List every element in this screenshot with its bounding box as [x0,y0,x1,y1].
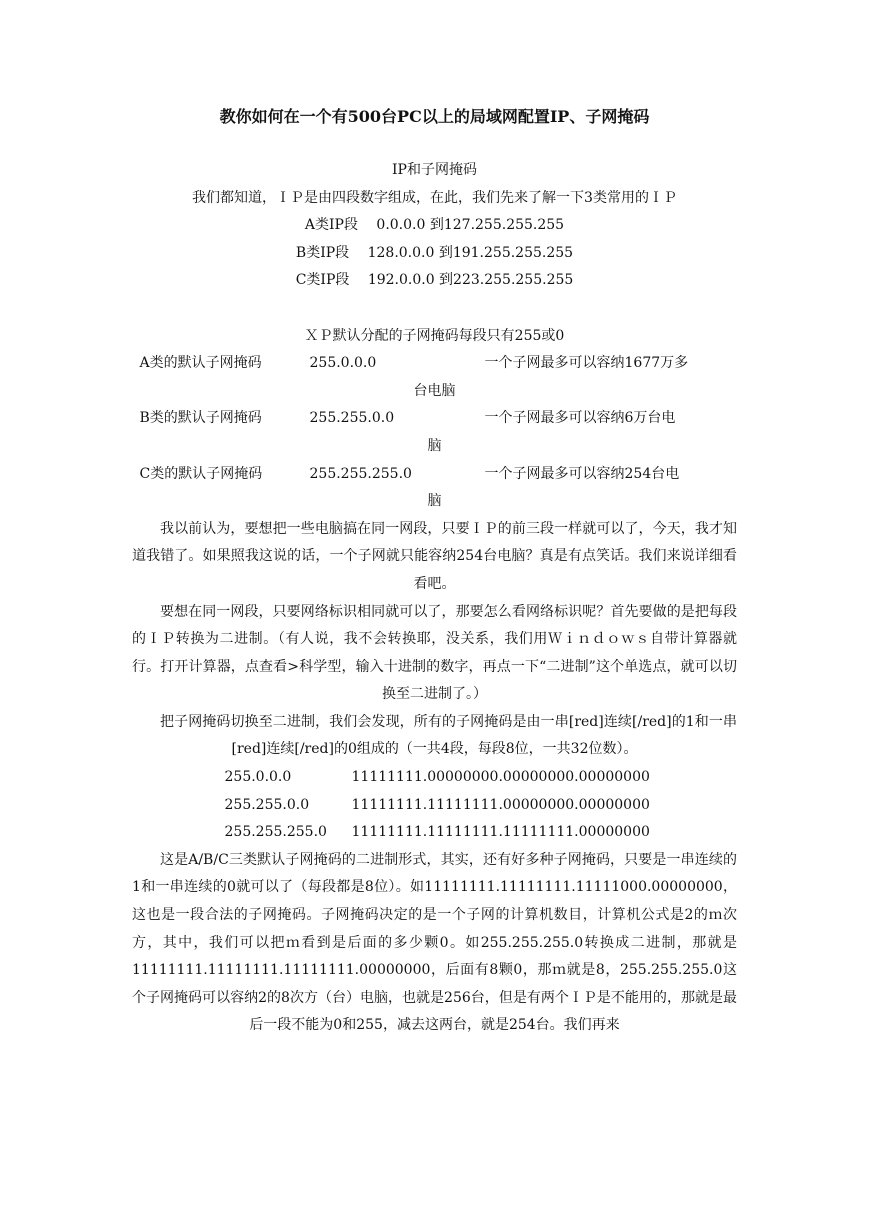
mask-value: 255.0.0.0 [309,355,377,372]
mask-row-b-tail: 脑 [427,437,442,454]
mask-value: 255.255.0.0 [309,410,395,427]
document-body [132,157,737,1040]
ip-class-b: B类IP段 128.0.0.0 到191.255.255.255 [295,244,574,261]
ip-class-c: C类IP段 192.0.0.0 到223.255.255.255 [295,272,574,289]
binary-value: 11111111.11111111.11111111.00000000 [351,824,650,841]
binary-value: 11111111.00000000.00000000.00000000 [351,769,650,786]
section-heading-ip: IP和子网掩码 [392,162,477,178]
mask-row-c [132,461,737,489]
paragraph-4: 这是A/B/C三类默认子网掩码的二进制形式，其实，还有好多种子网掩码，只要是一串连续的1和一串连续的0就可以了（每段都是8位）。如11111111.11111111.11111000.00000000，这也是一段合法的子网掩码。子网掩码决定的是一个子网的计算机数目，计算机公式是2的ｍ次方，其中，我们可以把ｍ看到是后面的多少颗0。如255.255.255.0转换成二进制，那就是11111111.11111111.11111111.00000000，后面有8颗0，那ｍ就是8，255.255.255.0这个子网掩码可以容纳2的8次方（台）电脑，也就是256台，但是有两个ＩＰ是不能用的，那就是最后一段不能为0和255，减去这两台，就是254台。我们再来 [132,851,737,1034]
ip-class-a: A类IP段 0.0.0.0 到127.255.255.255 [304,217,565,234]
binary-row [132,764,737,792]
section-heading-mask: ＸＰ默认分配的子网掩码每段只有255或0 [304,327,565,344]
binary-row [132,792,737,820]
mask-desc: 一个子网最多可以容纳6万台电 [484,410,676,427]
mask-value: 255.255.255.0 [309,465,412,482]
binary-mask: 255.255.255.0 [224,824,327,841]
mask-desc: 一个子网最多可以容纳1677万多 [484,355,689,372]
paragraph-1: 我以前认为，要想把一些电脑搞在同一网段，只要ＩＰ的前三段一样就可以了，今天，我才知道我错了。如果照我这说的话，一个子网就只能容纳254台电脑？真是有点笑话。我们来说详细看看吧。 [132,520,737,592]
document-title: 教你如何在一个有500台PC以上的局域网配置IP、子网掩码 [219,107,650,126]
binary-row [132,819,737,847]
mask-name: C类的默认子网掩码 [139,465,263,482]
mask-desc: 一个子网最多可以容纳254台电 [484,465,680,482]
ip-intro: 我们都知道，ＩＰ是由四段数字组成，在此，我们先来了解一下3类常用的ＩＰ [192,189,677,206]
document-page [132,100,737,1040]
binary-mask: 255.255.0.0 [224,796,310,813]
binary-value: 11111111.11111111.00000000.00000000 [351,796,650,813]
blank-line [132,295,737,323]
mask-row-b [132,405,737,433]
mask-name: A类的默认子网掩码 [139,355,262,372]
mask-row-c-tail: 脑 [427,493,442,510]
mask-row-a [132,350,737,378]
paragraph-3: 把子网掩码切换至二进制，我们会发现，所有的子网掩码是由一串[red]连续[/red]的1和一串[red]连续[/red]的0组成的（一共4段，每段8位，一共32位数）。 [160,713,737,758]
paragraph-2: 要想在同一网段，只要网络标识相同就可以了，那要怎么看网络标识呢？首先要做的是把每段的ＩＰ转换为二进制。（有人说，我不会转换耶，没关系，我们用Ｗｉｎｄｏｗｓ自带计算器就行。打开计算器，点查看>科学型，输入十进制的数字，再点一下“二进制”这个单选点，就可以切换至二进制了。） [132,603,737,703]
mask-row-a-tail: 台电脑 [413,382,456,399]
mask-name: B类的默认子网掩码 [139,410,262,427]
binary-mask: 255.0.0.0 [224,769,292,786]
